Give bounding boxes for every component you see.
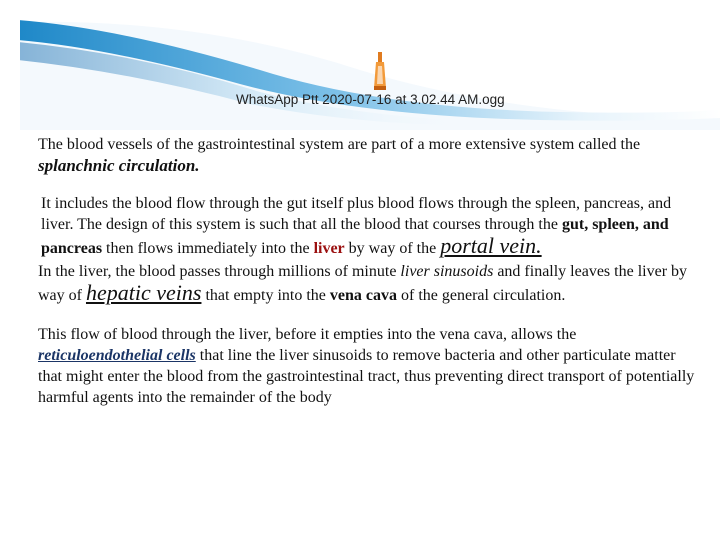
- document-body: [38, 134, 698, 408]
- paragraph-reticuloendothelial: This flow of blood through the liver, before it empties into the vena cava, allows the reticuloendothelial cells that line the liver sinusoids to remove bacteria and other particulate matter that might enter the blood from the gastrointestinal tract, thus preventing direct transport of potentially harmful agents into the remainder of the body: [38, 326, 695, 406]
- term-gut-spleen-pancreas: gut, spleen, and pancreas: [41, 216, 669, 257]
- speaker-icon[interactable]: [372, 52, 388, 92]
- paragraph-portal-flow: It includes the blood flow through the gut itself plus blood flows through the spleen, pancreas, and liver. The design of this system is such that all the blood that courses through the gut, spleen, and pancreas then flows immediately into the liver by way of the portal vein.: [41, 195, 672, 258]
- term-splanchnic-circulation: splanchnic circulation: [38, 156, 196, 175]
- paragraph-splanchnic: The blood vessels of the gastrointestinal system are part of a more extensive system called the splanchnic circulation.: [38, 136, 641, 175]
- term-reticuloendothelial-cells: reticuloendothelial cells: [38, 347, 196, 364]
- term-hepatic-veins: hepatic veins: [85, 280, 202, 305]
- header-wave-decoration: [0, 0, 720, 130]
- term-portal-vein: portal vein.: [440, 233, 542, 258]
- term-liver: liver: [313, 240, 345, 257]
- audio-file-caption[interactable]: WhatsApp Ptt 2020-07-16 at 3.02.44 AM.ogg: [236, 92, 505, 107]
- term-vena-cava: vena cava: [329, 287, 397, 304]
- paragraph-hepatic: In the liver, the blood passes through millions of minute liver sinusoids and finally leaves the liver by way of hepatic veins that empty into the vena cava of the general circulation.: [38, 263, 688, 305]
- term-liver-sinusoids: liver sinusoids: [400, 263, 494, 280]
